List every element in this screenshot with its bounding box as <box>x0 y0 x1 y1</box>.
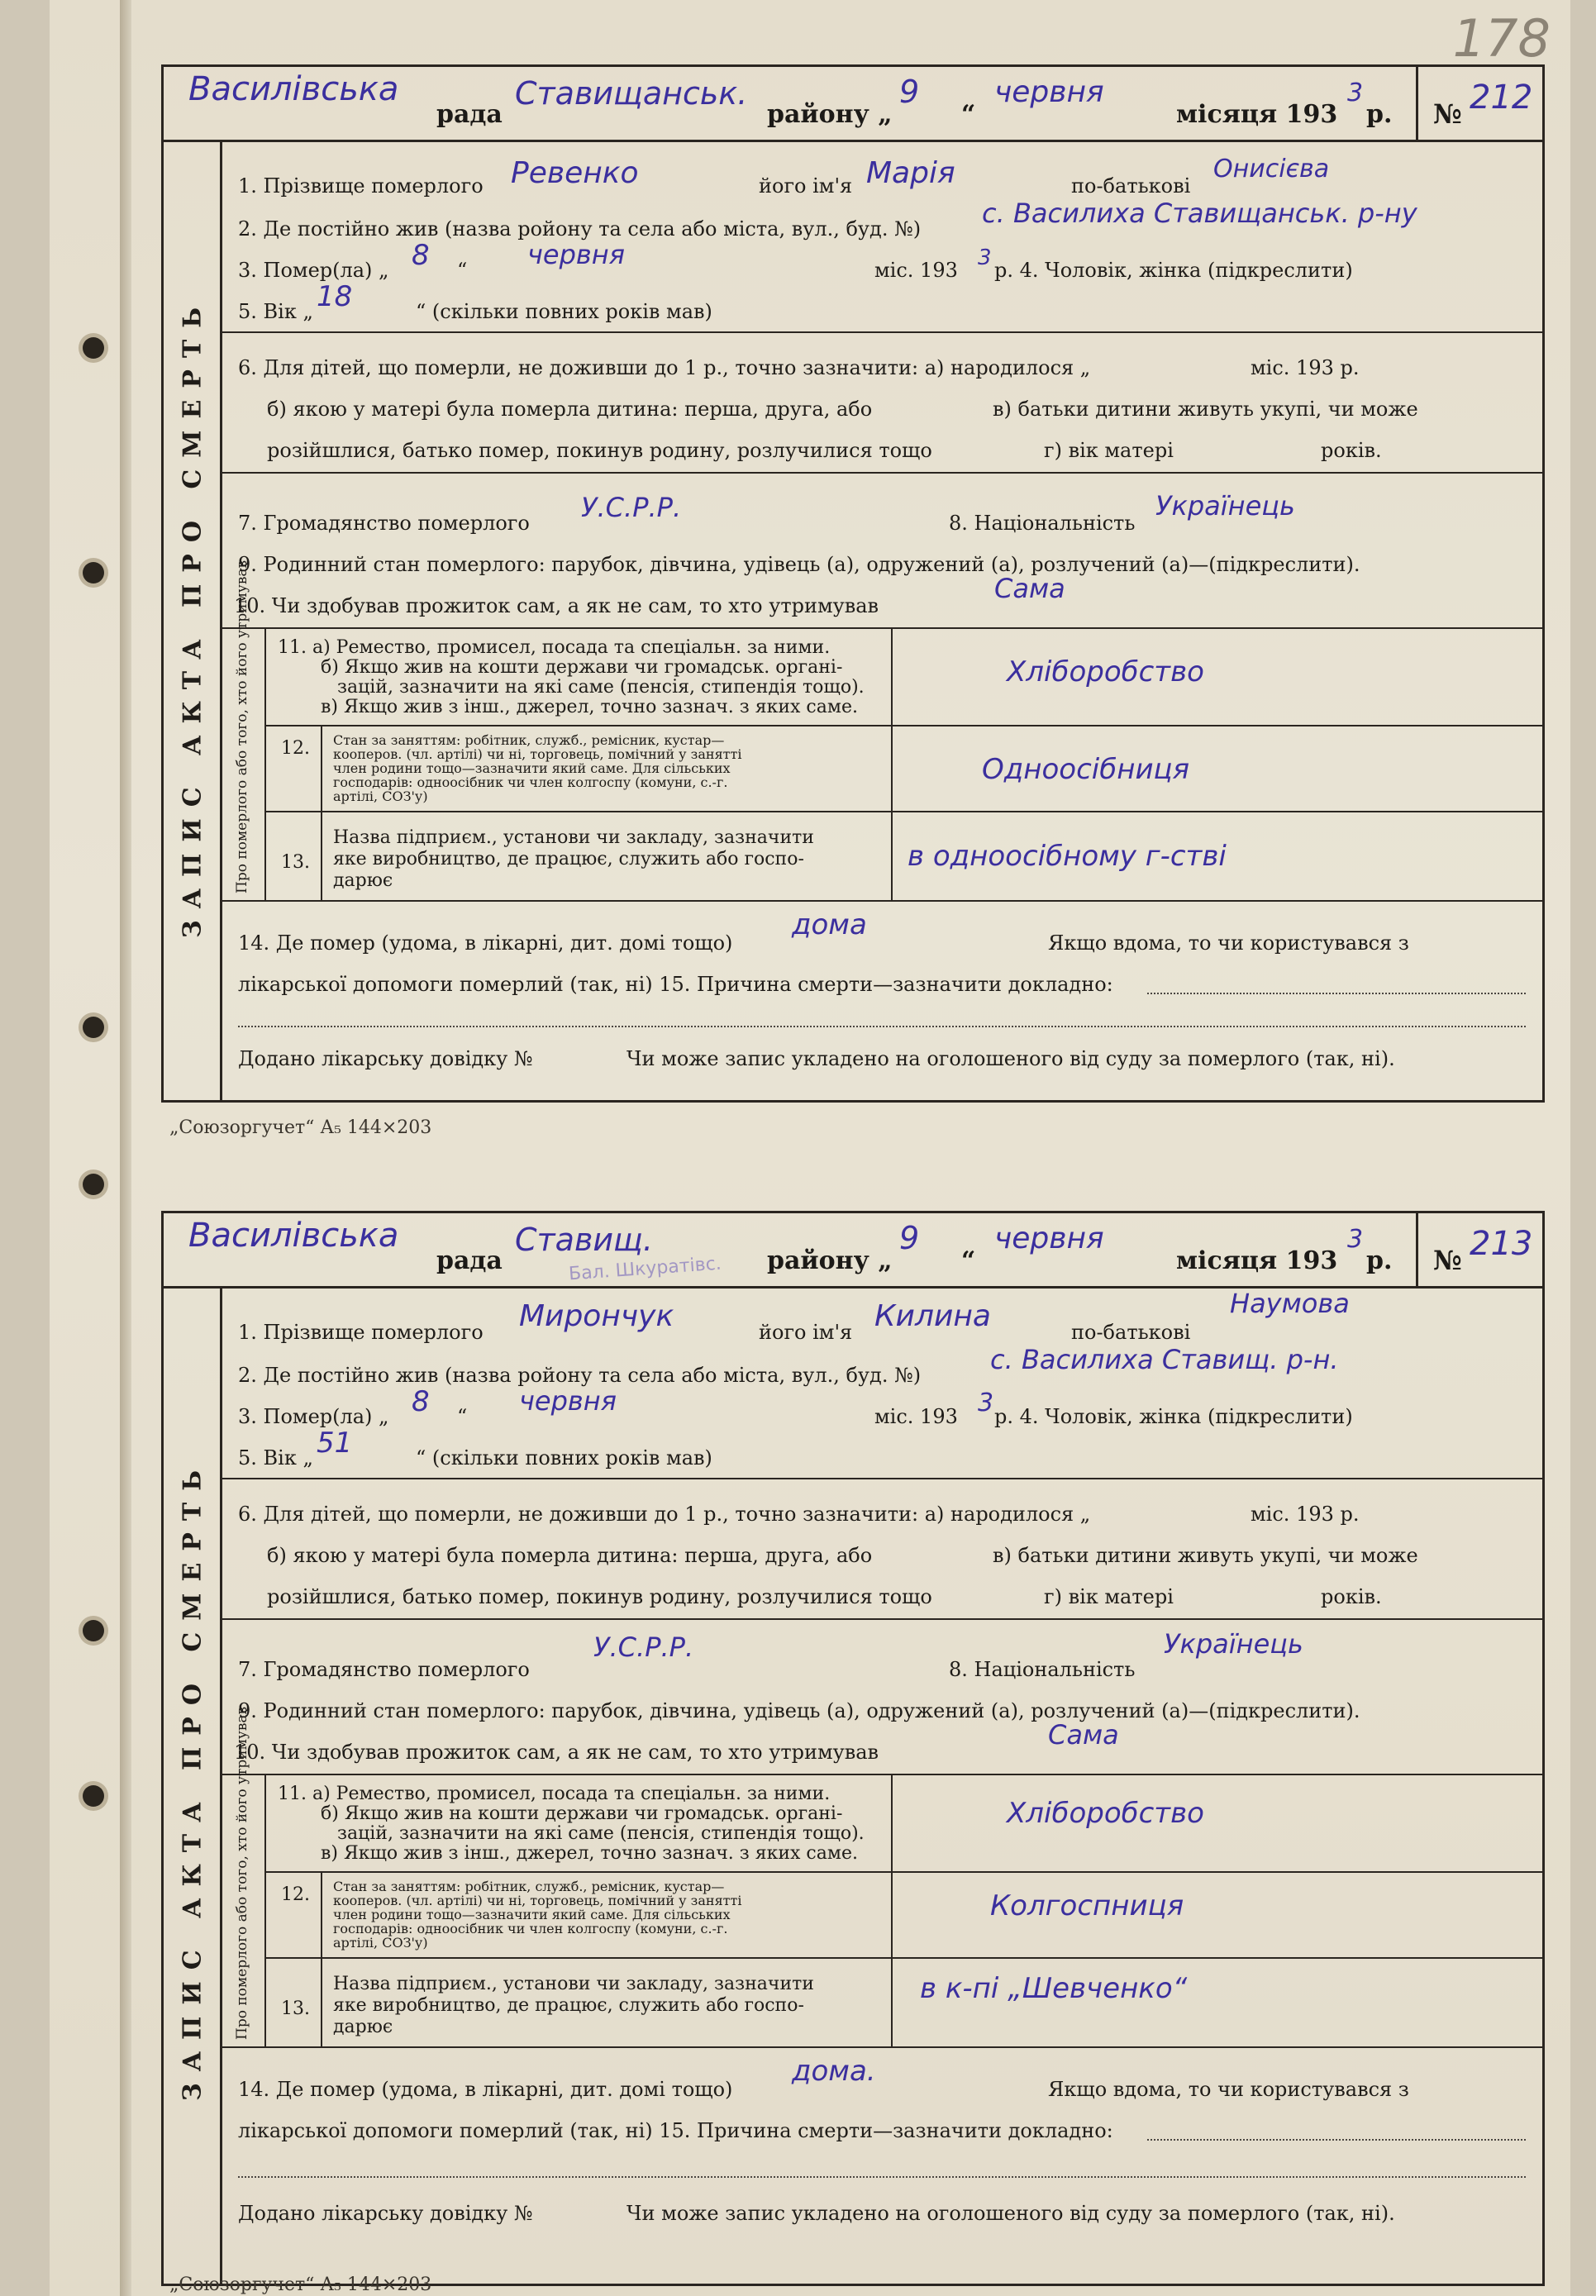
supported-by-handwritten: Сама <box>994 573 1065 604</box>
divider <box>264 811 1542 812</box>
q13-line: дарює <box>333 870 393 891</box>
death-year-digit-handwritten: 3 <box>978 245 992 270</box>
status-handwritten: Колгоспниця <box>990 1889 1184 1922</box>
quote: “ <box>457 1405 468 1428</box>
name-label: його ім'я <box>759 1321 853 1344</box>
workplace-handwritten: в к-пі „Шевченко“ <box>920 1972 1188 2005</box>
side-title: ЗАПИС АКТА ПРО СМЕРТЬ <box>178 1458 207 2102</box>
court-declared-label: Чи може запис укладено на оголошеного від суду за померлого (так, ні). <box>626 1047 1395 1070</box>
divider <box>321 1871 322 2046</box>
residence-label: 2. Де постійно жив (назва ройону та села або міста, вул., буд. №) <box>238 217 922 241</box>
mother-age-label: г) вік матері <box>1044 1585 1174 1608</box>
mother-age-label: г) вік матері <box>1044 439 1174 462</box>
other-sources-label: в) Якщо жив з інш., джерел, точно зазнач. з яких саме. <box>321 697 858 717</box>
divider <box>220 1774 1542 1775</box>
residence-label: 2. Де постійно жив (назва ройону та села або міста, вул., буд. №) <box>238 1364 922 1387</box>
divider <box>891 627 893 900</box>
death-year-digit-handwritten: 3 <box>978 1389 994 1417</box>
supported-by-label: 10. Чи здобував прожиток сам, а як не сам, то хто утримував <box>234 1741 879 1764</box>
quote: “ <box>457 259 468 282</box>
punch-hole <box>83 1620 104 1641</box>
q12-line: артілі, СОЗ'у) <box>333 1935 428 1951</box>
supported-by-handwritten: Сама <box>1048 1719 1119 1751</box>
q12-line: Стан за заняттям: робітник, служб., ремісник, кустар— <box>333 1879 725 1894</box>
q12-line: Стан за заняттям: робітник, служб., ремісник, кустар— <box>333 732 725 748</box>
other-sources-label: в) Якщо жив з інш., джерел, точно зазнач. з яких саме. <box>321 1843 858 1864</box>
punch-hole <box>83 1785 104 1807</box>
q13-line: яке виробництво, де працює, служить або госпо- <box>333 1995 804 2016</box>
years-label: років. <box>1321 1585 1382 1608</box>
rayon-handwritten: Ставищ. <box>515 1222 653 1258</box>
supported-by-label: 10. Чи здобував прожиток сам, а як не сам, то хто утримував <box>234 594 879 617</box>
death-day-handwritten: 8 <box>412 239 430 272</box>
divider <box>220 331 1542 333</box>
selrada-handwritten: Василівська <box>188 1217 399 1255</box>
surname-handwritten: Ревенко <box>511 156 639 190</box>
court-declared-label: Чи може запис укладено на оголошеного від суду за померлого (так, ні). <box>626 2202 1395 2225</box>
death-record-form <box>161 64 1545 1103</box>
punch-hole <box>83 1174 104 1195</box>
divider <box>220 627 1542 629</box>
divider <box>264 1774 266 2046</box>
death-month-handwritten: червня <box>527 239 625 270</box>
divider <box>264 1957 1542 1959</box>
age-suffix: “ (скільки повних років мав) <box>416 300 712 323</box>
age-label: 5. Вік „ <box>238 300 313 323</box>
residence-handwritten: с. Василиха Ставищ. р-н. <box>990 1344 1339 1375</box>
sex-label: р. 4. Чоловік, жінка (підкреслити) <box>994 259 1353 282</box>
surname-handwritten: Мирончук <box>519 1299 674 1333</box>
fill-line <box>238 2176 1526 2178</box>
parents-separated-label: розійшлися, батько помер, покинув родину, розлучилися тощо <box>267 1585 932 1608</box>
age-label: 5. Вік „ <box>238 1446 313 1470</box>
quote: “ <box>961 100 976 129</box>
parents-together-label: в) батьки дитини живуть укупі, чи може <box>993 398 1418 421</box>
form-side-column <box>164 1286 222 2284</box>
at-home-label: Якщо вдома, то чи користувався з <box>1048 931 1409 955</box>
surname-label: 1. Прізвище померлого <box>238 1321 484 1344</box>
q13-line: Назва підприєм., установи чи закладу, зазначити <box>333 1974 814 1994</box>
year-suffix: р. <box>1366 1246 1393 1275</box>
citizenship-handwritten: У.С.Р.Р. <box>581 492 682 523</box>
divider <box>264 1871 1542 1873</box>
q12-line: член родини тощо—зазначити який саме. Для сільських <box>333 1907 731 1922</box>
q12-line: кооперов. (чл. артілі) чи ні, торговець, помічний у занятті <box>333 1893 742 1908</box>
rada-label: рада <box>436 100 503 129</box>
q13-number: 13. <box>281 852 310 873</box>
quote: “ <box>961 1246 976 1275</box>
sex-label: р. 4. Чоловік, жінка (підкреслити) <box>994 1405 1353 1428</box>
q13-line: яке виробництво, де працює, служить або госпо- <box>333 849 804 869</box>
name-label: його ім'я <box>759 174 853 198</box>
occupation-label: 11. а) Ремество, промисел, посада та спеціальн. за ними. <box>278 637 831 658</box>
number-sign: № <box>1433 1245 1462 1276</box>
rayon-handwritten: Ставищанськ. <box>515 75 748 112</box>
fill-line <box>238 1026 1526 1027</box>
state-support-label-2: зацій, зазначити на які саме (пенсія, стипендія тощо). <box>337 1823 865 1844</box>
month-handwritten: червня <box>994 75 1104 109</box>
about-deceased-vertical-label: Про померлого або того, хто його утримував <box>234 560 250 893</box>
divider <box>220 2046 1542 2048</box>
q12-number: 12. <box>281 738 310 759</box>
parents-together-label: в) батьки дитини живуть укупі, чи може <box>993 1544 1418 1567</box>
divider <box>220 900 1542 902</box>
child-order-label: б) якою у матері була померла дитина: перша, друга, або <box>267 1544 873 1567</box>
at-home-label: Якщо вдома, то чи користувався з <box>1048 2078 1409 2101</box>
death-date-label: 3. Помер(ла) „ <box>238 1405 389 1428</box>
place-of-death-label: 14. Де помер (удома, в лікарні, дит. домі тощо) <box>238 931 733 955</box>
place-of-death-handwritten: дома. <box>792 2055 876 2088</box>
fill-line <box>1147 993 1526 994</box>
q12-line: кооперов. (чл. артілі) чи ні, торговець, помічний у занятті <box>333 746 742 762</box>
q12-line: господарів: одноосібник чи член колгоспу (комуни, с.-г. <box>333 774 728 790</box>
child-born-end: міс. 193 р. <box>1251 1503 1360 1526</box>
child-born-label: 6. Для дітей, що померли, не доживши до 1 р., точно зазначити: а) народилося „ <box>238 356 1091 379</box>
death-record-form <box>161 1211 1545 2286</box>
about-deceased-vertical-label: Про померлого або того, хто його утримував <box>234 1706 250 2040</box>
child-born-end: міс. 193 р. <box>1251 356 1360 379</box>
death-date-label: 3. Помер(ла) „ <box>238 259 389 282</box>
surname-label: 1. Прізвище померлого <box>238 174 484 198</box>
faded-stamp: Бал. Шкуратівс. <box>568 1253 722 1285</box>
name-handwritten: Килина <box>874 1299 991 1333</box>
divider <box>220 472 1542 474</box>
citizenship-label: 7. Громадянство померлого <box>238 1658 530 1681</box>
age-handwritten: 51 <box>317 1427 353 1460</box>
workplace-handwritten: в одноосібному г-стві <box>908 840 1227 873</box>
binding-spine <box>120 0 131 2296</box>
place-of-death-handwritten: дома <box>792 908 867 941</box>
divider <box>321 725 322 900</box>
child-born-label: 6. Для дітей, що померли, не доживши до 1 р., точно зазначити: а) народилося „ <box>238 1503 1091 1526</box>
month-label: місяця 193 <box>1176 100 1338 129</box>
medical-certificate-label: Додано лікарську довідку № <box>238 1047 533 1070</box>
status-handwritten: Одноосібниця <box>982 753 1190 786</box>
divider <box>891 1774 893 2046</box>
rada-label: рада <box>436 1246 503 1275</box>
nationality-label: 8. Національність <box>949 512 1136 535</box>
parents-separated-label: розійшлися, батько помер, покинув родину, розлучилися тощо <box>267 439 932 462</box>
record-number-box <box>1416 1213 1542 1286</box>
month-handwritten: червня <box>994 1222 1104 1255</box>
marital-status-label: 9. Родинний стан померлого: парубок, дівчина, удівець (а), одружений (а), розлучений (а)—(підкреслити). <box>238 1699 1360 1722</box>
rayonu-label: району „ <box>767 100 893 129</box>
record-number-handwritten: 213 <box>1470 1225 1533 1263</box>
q12-line: артілі, СОЗ'у) <box>333 788 428 804</box>
death-day-handwritten: 8 <box>412 1385 430 1418</box>
residence-handwritten: с. Василиха Ставищанськ. р-ну <box>982 198 1417 229</box>
patronymic-label: по-батькові <box>1071 174 1191 198</box>
nationality-handwritten: Українець <box>1164 1628 1303 1660</box>
occupation-label: 11. а) Ремество, промисел, посада та спеціальн. за ними. <box>278 1784 831 1804</box>
print-imprint: „Союзоргучет“ А₅ 144×203 <box>169 1117 432 1138</box>
citizenship-handwritten: У.С.Р.Р. <box>593 1631 694 1663</box>
state-support-label: б) Якщо жив на кошти держави чи громадськ. органі- <box>321 657 843 678</box>
day-handwritten: 9 <box>899 74 920 110</box>
patronymic-handwritten: Наумова <box>1230 1288 1350 1319</box>
punch-hole <box>83 1017 104 1038</box>
place-of-death-label: 14. Де помер (удома, в лікарні, дит. домі тощо) <box>238 2078 733 2101</box>
child-order-label: б) якою у матері була померла дитина: перша, друга, або <box>267 398 873 421</box>
occupation-handwritten: Хліборобство <box>1007 1797 1204 1830</box>
q13-line: Назва підприєм., установи чи закладу, зазначити <box>333 827 814 848</box>
q13-line: дарює <box>333 2017 393 2037</box>
age-handwritten: 18 <box>317 280 353 313</box>
age-suffix: “ (скільки повних років мав) <box>416 1446 712 1470</box>
record-number-handwritten: 212 <box>1470 79 1533 117</box>
death-year-label: міс. 193 <box>874 1405 958 1428</box>
form-side-column <box>164 140 222 1100</box>
punch-hole <box>83 562 104 584</box>
marital-status-label: 9. Родинний стан померлого: парубок, дівчина, удівець (а), одружений (а), розлучений (а)—(підкреслити). <box>238 553 1360 576</box>
divider <box>264 725 1542 726</box>
side-title: ЗАПИС АКТА ПРО СМЕРТЬ <box>178 295 207 939</box>
years-label: років. <box>1321 439 1382 462</box>
month-label: місяця 193 <box>1176 1246 1338 1275</box>
form-header <box>164 67 1542 142</box>
fill-line <box>1147 2139 1526 2141</box>
form-header <box>164 1213 1542 1289</box>
divider <box>220 1478 1542 1479</box>
death-year-label: міс. 193 <box>874 259 958 282</box>
year-digit-handwritten: 3 <box>1347 79 1364 107</box>
nationality-label: 8. Національність <box>949 1658 1136 1681</box>
selrada-handwritten: Василівська <box>188 70 399 108</box>
q12-number: 12. <box>281 1884 310 1905</box>
punch-hole <box>83 337 104 359</box>
record-number-box <box>1416 67 1542 140</box>
citizenship-label: 7. Громадянство померлого <box>238 512 530 535</box>
medical-certificate-label: Додано лікарську довідку № <box>238 2202 533 2225</box>
year-digit-handwritten: 3 <box>1347 1225 1364 1254</box>
occupation-handwritten: Хліборобство <box>1007 655 1204 688</box>
patronymic-label: по-батькові <box>1071 1321 1191 1344</box>
divider <box>264 627 266 900</box>
state-support-label: б) Якщо жив на кошти держави чи громадськ. органі- <box>321 1803 843 1824</box>
name-handwritten: Марія <box>866 156 955 190</box>
patronymic-handwritten: Онисієва <box>1213 155 1330 183</box>
nationality-handwritten: Українець <box>1155 490 1295 522</box>
death-month-handwritten: червня <box>519 1385 617 1417</box>
year-suffix: р. <box>1366 100 1393 129</box>
day-handwritten: 9 <box>899 1220 920 1256</box>
print-imprint: „Союзоргучет“ А₅ 144×203 <box>169 2275 432 2295</box>
divider <box>220 1618 1542 1620</box>
q13-number: 13. <box>281 1998 310 2019</box>
state-support-label-2: зацій, зазначити на які саме (пенсія, стипендія тощо). <box>337 677 865 698</box>
page-number: 178 <box>1452 8 1551 69</box>
number-sign: № <box>1433 98 1462 130</box>
q12-line: член родини тощо—зазначити який саме. Для сільських <box>333 760 731 776</box>
medical-help-label: лікарської допомоги померлий (так, ні) 15. Причина смерти—зазначити докладно: <box>238 2119 1113 2142</box>
q12-line: господарів: одноосібник чи член колгоспу (комуни, с.-г. <box>333 1921 728 1936</box>
rayonu-label: району „ <box>767 1246 893 1275</box>
medical-help-label: лікарської допомоги померлий (так, ні) 15. Причина смерти—зазначити докладно: <box>238 973 1113 996</box>
